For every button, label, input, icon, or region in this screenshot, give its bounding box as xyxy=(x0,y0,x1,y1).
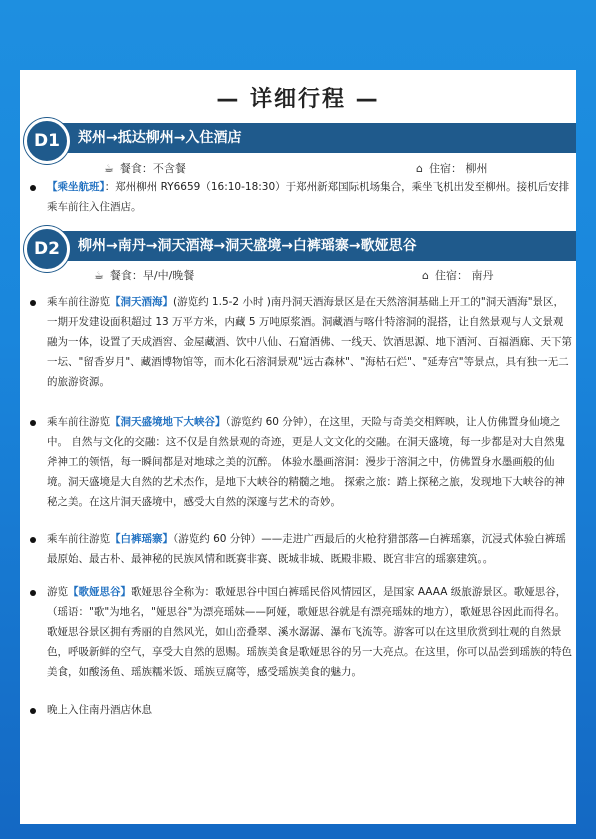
day-2-item-3 xyxy=(47,529,572,569)
item-prefix: 乘车前往游览 xyxy=(47,533,110,545)
item-text: ：郑州柳州 RY6659（16:10-18:30）于郑州新郑国际机场集合，乘坐飞机出发至柳州。接机后安排乘车前往入住酒店。 xyxy=(47,181,570,213)
day-2-item-5 xyxy=(47,700,572,720)
page-title: — 详细行程 — xyxy=(216,87,380,112)
item-prefix: 乘车前往游览 xyxy=(47,416,110,428)
bullet xyxy=(30,590,38,598)
highlight-label: 【白裤瑶寨】 xyxy=(110,533,173,545)
highlight-label: 【洞天盛境地下大峡谷】 xyxy=(110,416,226,428)
item-prefix: 游览 xyxy=(47,586,68,598)
day-2-item-1 xyxy=(47,292,572,392)
day-2-stay xyxy=(422,267,493,283)
item-text: 晚上入住南丹酒店休息 xyxy=(47,704,152,716)
day-2-route: 柳州→南丹→洞天酒海→洞天盛境→白裤瑶寨→歌娅思谷 xyxy=(78,238,417,254)
day-1-route-band xyxy=(42,123,576,153)
day-1-meal xyxy=(104,160,186,176)
bullet xyxy=(30,420,38,428)
highlight-label: 【洞天酒海】 xyxy=(110,296,173,308)
day-2-meal xyxy=(94,267,194,283)
day-2-item-2 xyxy=(47,412,572,512)
day-1-stay xyxy=(416,160,487,176)
bullet xyxy=(30,537,38,545)
item-text: （游览约 60 分钟），在这里，天险与奇美交相辉映，让人仿佛置身仙境之中。 自然与文化的交融：这不仅是自然景观的奇迹，更是人文文化的交融。在洞天盛境，每一步都是对大自然鬼斧神工的领悟，每一瞬间都是对地球之美的沉醉。 体验水墨画溶洞：漫步于溶洞之中，仿佛置身水墨画般的仙境。洞天盛境是大自然的艺术杰作，是地下大峡谷的精髓之地。 探索之旅：踏上探秘之旅，发现地下大峡谷的神秘之美。在这片洞天盛境中，感受大自然的深邃与艺术的奇妙。 xyxy=(47,416,565,508)
day-1-stay-text: 住宿： 柳州 xyxy=(428,162,488,175)
bullet xyxy=(30,708,38,716)
day-2-stay-text: 住宿： 南丹 xyxy=(434,269,494,282)
bowl-icon: ☕ xyxy=(104,162,114,175)
day-2-badge: D2 xyxy=(24,226,70,272)
day-1-meal-text: 餐食：不含餐 xyxy=(119,162,186,175)
bowl-icon: ☕ xyxy=(94,269,104,282)
day-2-meal-text: 餐食：早/中/晚餐 xyxy=(109,269,195,282)
day-1-badge: D1 xyxy=(24,118,70,164)
highlight-label: 【歌娅思谷】 xyxy=(68,586,131,598)
highlight-label: 【乘坐航班】 xyxy=(47,181,105,193)
itinerary-card xyxy=(20,70,576,824)
day-1-route: 郑州→抵达柳州→入住酒店 xyxy=(78,130,242,146)
day-2-item-4 xyxy=(47,582,572,682)
day-1-item-1 xyxy=(47,177,572,217)
item-prefix: 乘车前往游览 xyxy=(47,296,110,308)
bullet xyxy=(30,300,38,308)
bullet xyxy=(30,185,38,193)
day-2-route-band xyxy=(42,231,576,261)
house-icon: ⌂ xyxy=(416,162,423,175)
house-icon: ⌂ xyxy=(422,269,429,282)
item-text: (游览约 1.5-2 小时 )南丹洞天酒海景区是在天然溶洞基础上开工的"洞天酒海"景区，一期开发建设面积超过 13 万平方米，内藏 5 万吨原浆酒。洞藏酒与喀什特溶洞的混搭，让自然景观与人文景观融为一体，设置了天成酒窖、金屋藏酒、饮中八仙、石窟酒佛、一线天、饮酒思源、地下酒河、百福酒廊、天下第一坛、"留香岁月"、藏酒博物馆等，而木化石溶洞景观"远古森林"、"海枯石烂"、"延寿宫"等景点，具有独一无二的旅游资源。 xyxy=(47,296,572,388)
item-text: 歌娅思谷全称为：歌娅思谷中国白裤瑶民俗风情园区，是国家 AAAA 级旅游景区。歌娅思谷，（瑶语："歌"为地名，"娅思谷"为漂亮瑶妹——阿娅，歌娅思谷就是有漂亮瑶妹的地方），歌娅思谷因此而得名。歌娅思谷景区拥有秀丽的自然风光，如山峦叠翠、溪水潺潺、瀑布飞流等。游客可以在这里欣赏到壮观的自然景色，呼吸新鲜的空气，享受大自然的恩赐。瑶族美食是歌娅思谷的另一大亮点。在这里，你可以品尝到瑶族的特色美食，如酸汤鱼、瑶族糯米饭、瑶族豆腐等，感受瑶族美食的魅力。 xyxy=(47,586,572,678)
item-text: （游览约 60 分钟）——走进广西最后的火枪狩猎部落—白裤瑶寨，沉浸式体验白裤瑶最原始、最古朴、最神秘的民族风情和既赛非赛、既城非城、既殿非殿、既宫非宫的瑶寨建筑。。 xyxy=(47,533,566,565)
